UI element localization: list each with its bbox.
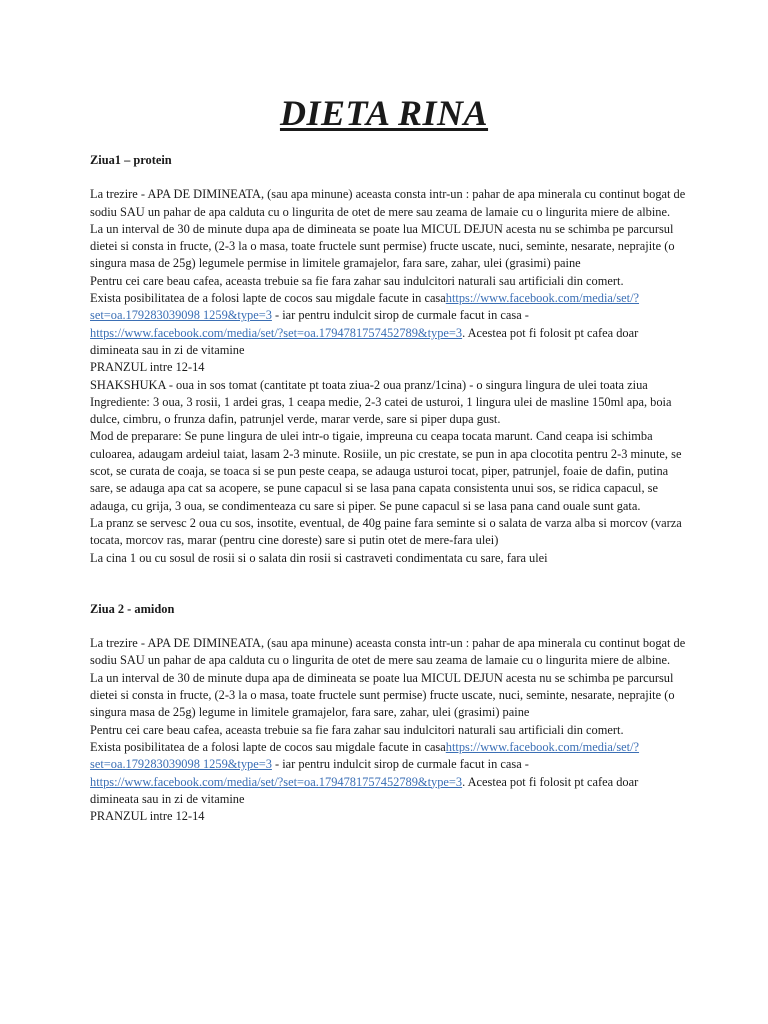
- day1-lunch-serving-paragraph: La pranz se servesc 2 oua cu sos, insotite, eventual, de 40g paine fara seminte si o salata de varza alba si morcov (varza tocata, morcov ras, marar (pentru cine doreste) sare si putin otet de mere-fara ulei): [90, 515, 682, 548]
- day1-milk-link[interactable]: https://www.facebook.com/media/set/?set=oa.179283039098 1259&type=3: [90, 291, 640, 323]
- day2-coffee-paragraph: Pentru cei care beau cafea, aceasta trebuie sa fie fara zahar sau indulcitori naturali sau artificiali din comert.: [90, 722, 624, 737]
- day1-milk-text-b: - iar pentru indulcit sirop de curmale facut in casa -: [271, 308, 529, 323]
- day1-preparation-paragraph: Mod de preparare: Se pune lingura de ulei intr-o tigaie, impreuna cu ceapa tocata marunt. Cand ceapa isi schimba culoarea, adaugam ardeiul taiat, lasam 2-3 minute. Rosiile, un pic crestate, se pun in apa clocotita pentru 2-3 minute, se scot, se curata de coaja, se toaca si se pun peste ceapa, se adauga usturoi tocat, piper, patrunjel, foaie de dafin, putina sare, se adauga apa cat sa acopere, se pune capacul si se lasa pana capata consistenta unui sos, se ridica capacul, se adauga, cu grija, 3 oua, se condimenteaza cu sare si piper. Se pune capacul si se lasa pana cand ouale sunt gata.: [90, 429, 682, 513]
- day1-milk-text-c: . Acestea pot fi folosit pt cafea doar dimineata sau in zi de vitamine: [90, 325, 639, 357]
- day1-ingredients-paragraph: Ingrediente: 3 oua, 3 rosii, 1 ardei gras, 1 ceapa medie, 2-3 catei de usturoi, 1 lingura ulei de masline 150ml apa, boia dulce, cimbru, o frunza dafin, patrunjel verde, marar verde, sare si piper dupa gust.: [90, 394, 672, 427]
- day2-milk-link[interactable]: https://www.facebook.com/media/set/?set=oa.179283039098 1259&type=3: [90, 739, 640, 772]
- day1-dinner-paragraph: La cina 1 ou cu sosul de rosii si o salata din rosii si castraveti condimentata cu sare, fara ulei: [90, 550, 548, 565]
- day1-shakshuka-paragraph: SHAKSHUKA - oua in sos tomat (cantitate pt toata ziua-2 oua pranz/1cina) - o singura lingura de ulei toata ziua: [90, 377, 648, 392]
- day1-breakfast-paragraph: La un interval de 30 de minute dupa apa de dimineata se poate lua MICUL DEJUN acesta nu se schimba pe parcursul dietei si consta in fructe, (2-3 la o masa, toate fructele sunt permise) fructe uscate, nuci, seminte, nesarate, neprajite (o singura masa de 25g) legumele permise in limitele gramajelor, fara sare, zahar, ulei (grasimi) paine: [90, 221, 675, 271]
- document-body: [90, 152, 686, 825]
- day1-lunch-time: PRANZUL intre 12-14: [90, 360, 205, 375]
- day1-coffee-paragraph: Pentru cei care beau cafea, aceasta trebuie sa fie fara zahar sau indulcitori naturali sau artificiali din comert.: [90, 273, 624, 288]
- day2-milk-text-a: Exista posibilitatea de a folosi lapte de cocos sau migdale facute in casa: [90, 739, 446, 754]
- day2-breakfast-paragraph: La un interval de 30 de minute dupa apa de dimineata se poate lua MICUL DEJUN acesta nu se schimba pe parcursul dietei si consta in fructe, (2-3 la o masa, toate fructele sunt permise) fructe uscate, nuci, seminte, nesarate, neprajite (o singura masa de 25g) legume in limitele gramajelor, fara sare, zahar, ulei (grasimi) paine: [90, 670, 675, 720]
- day2-milk-paragraph: [90, 739, 686, 808]
- day1-heading: Ziua1 – protein: [90, 153, 172, 167]
- day1-syrup-link[interactable]: https://www.facebook.com/media/set/?set=oa.1794781757452789&type=3: [90, 325, 463, 340]
- day1-wakeup-paragraph: La trezire - APA DE DIMINEATA, (sau apa minune) aceasta consta intr-un : pahar de apa minerala cu continut bogat de sodiu SAU un pahar de apa calduta cu o lingurita de otet de mere sau zeama de lamaie cu o lingurita miere de albine.: [90, 187, 686, 219]
- day1-milk-paragraph: [90, 290, 686, 359]
- document-title: DIETA RINA: [279, 93, 489, 133]
- day2-milk-text-b: - iar pentru indulcit sirop de curmale facut in casa -: [271, 757, 529, 772]
- day2-wakeup-paragraph: La trezire - APA DE DIMINEATA, (sau apa minune) aceasta consta intr-un : pahar de apa minerala cu continut bogat de sodiu SAU un pahar de apa calduta cu o lingurita de otet de mere sau zeama de lamaie cu o lingurita miere de albine.: [90, 636, 686, 668]
- day2-syrup-link[interactable]: https://www.facebook.com/media/set/?set=oa.1794781757452789&type=3: [90, 774, 463, 789]
- day2-lunch-time: PRANZUL intre 12-14: [90, 809, 205, 824]
- day2-heading: Ziua 2 - amidon: [90, 601, 175, 616]
- day1-milk-text-a: Exista posibilitatea de a folosi lapte de cocos sau migdale facute in casa: [90, 291, 446, 306]
- day2-milk-text-c: . Acestea pot fi folosit pt cafea doar dimineata sau in zi de vitamine: [90, 774, 639, 806]
